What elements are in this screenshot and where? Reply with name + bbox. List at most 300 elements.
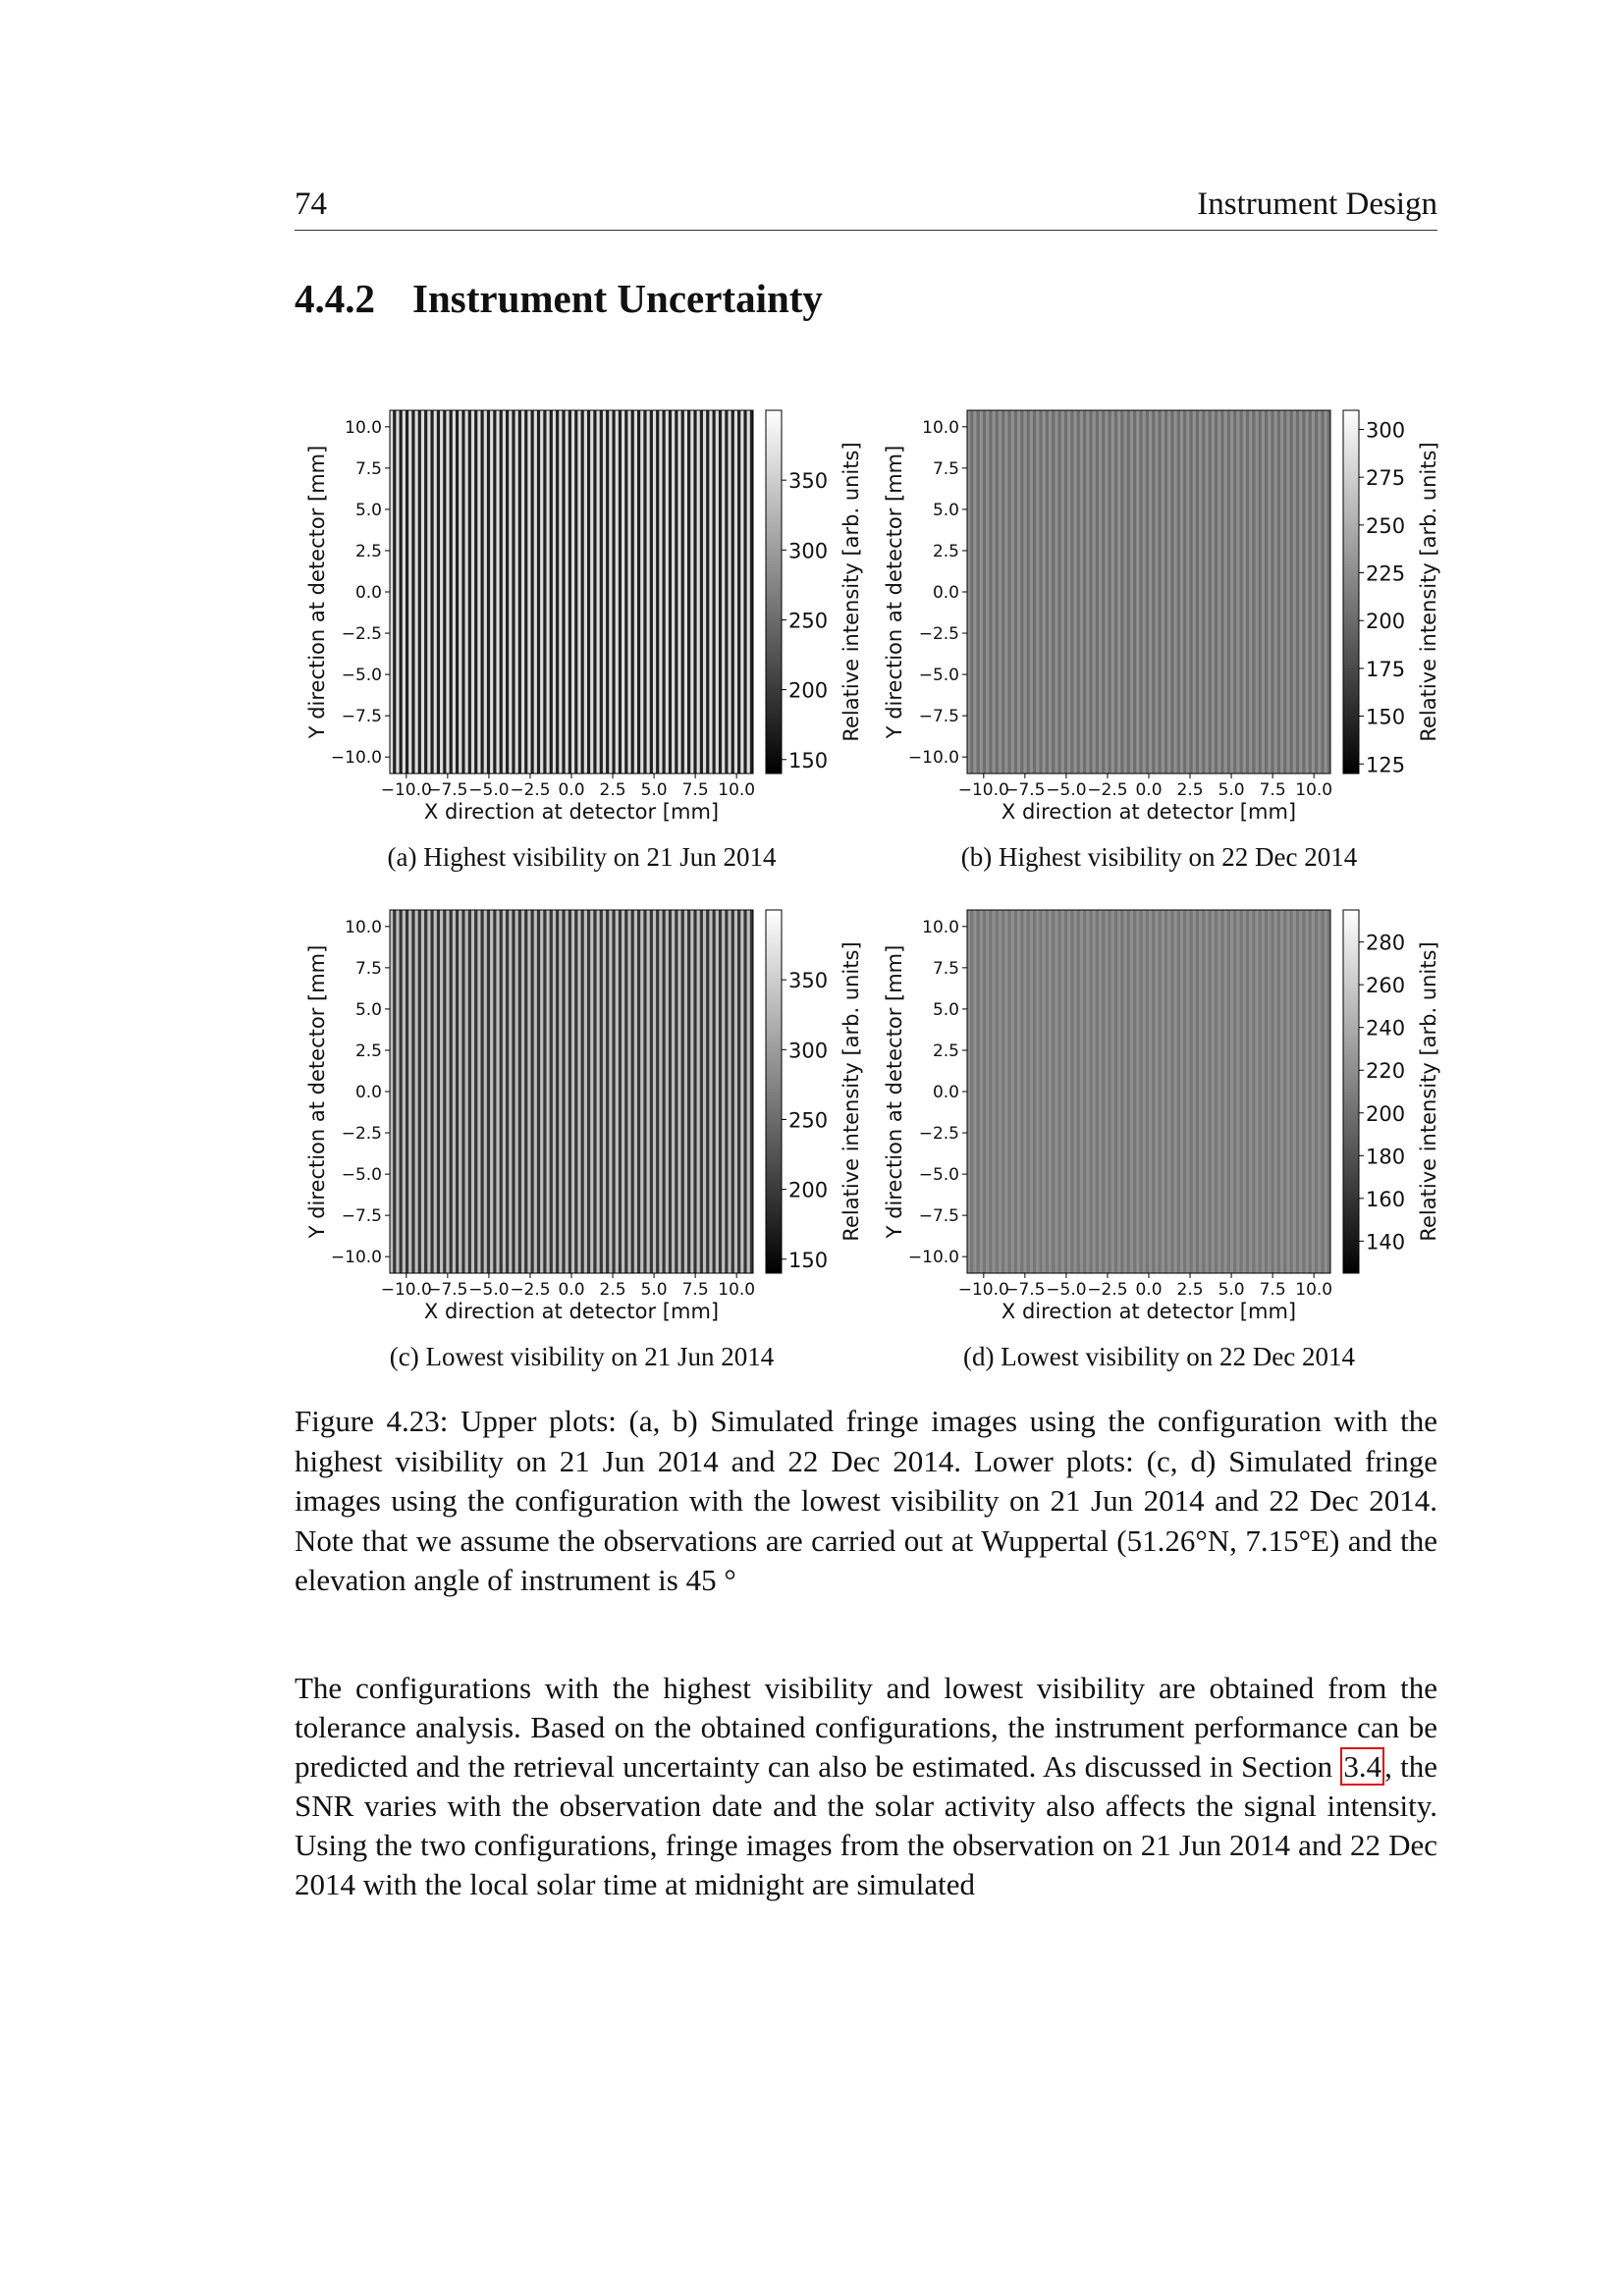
fringe-stripe [1114, 410, 1117, 774]
fringe-stripe [597, 410, 600, 774]
x-tick-label: 0.0 [1135, 1280, 1163, 1300]
fringe-stripe [967, 910, 970, 1273]
fringe-stripe [1196, 910, 1199, 1273]
fringe-stripe [500, 910, 503, 1273]
fringe-stripe [650, 910, 653, 1273]
fringe-stripe [577, 910, 580, 1273]
fringe-stripe [693, 410, 696, 774]
fringe-stripe [996, 410, 999, 774]
fringe-stripe [484, 410, 487, 774]
fringe-stripe [600, 910, 603, 1273]
fringe-stripe [1218, 910, 1220, 1273]
fringe-stripe [1023, 910, 1026, 1273]
fringe-stripe [1321, 910, 1324, 1273]
fringe-stripe [1230, 410, 1233, 774]
fringe-stripe [1020, 910, 1023, 1273]
fringe-stripe [684, 910, 687, 1273]
fringe-stripe [430, 410, 433, 774]
fringe-stripe [587, 910, 590, 1273]
fringe-stripe [1011, 410, 1014, 774]
fringe-stripe [706, 910, 709, 1273]
fringe-stripe [603, 410, 606, 774]
fringe-stripe [1274, 910, 1277, 1273]
fringe-stripe [568, 410, 571, 774]
fringe-stripe [1055, 910, 1057, 1273]
x-tick-label: 7.5 [681, 780, 709, 800]
fringe-stripe [1167, 410, 1170, 774]
fringe-stripe [1055, 410, 1057, 774]
fringe-stripe [593, 910, 596, 1273]
fringe-stripe [703, 910, 706, 1273]
y-tick-label: −5.0 [918, 666, 959, 686]
fringe-stripe [627, 410, 630, 774]
fringe-stripe [568, 910, 571, 1273]
fringe-stripe [1017, 910, 1020, 1273]
y-tick-label: −10.0 [330, 748, 382, 769]
fringe-stripe [1077, 410, 1080, 774]
fringe-stripe [468, 410, 471, 774]
fringe-stripe [481, 410, 484, 774]
fringe-stripe [518, 910, 521, 1273]
fringe-stripe [697, 410, 700, 774]
colorbar-tick-label: 175 [1366, 657, 1406, 681]
fringe-stripe [1070, 910, 1073, 1273]
colorbar-tick-label: 180 [1366, 1145, 1406, 1169]
fringe-stripe [1255, 410, 1258, 774]
fringe-stripe [550, 410, 553, 774]
fringe-stripe [1209, 410, 1212, 774]
fringe-stripe [1007, 410, 1010, 774]
fringe-stripe [1286, 410, 1289, 774]
fringe-stripe [1189, 910, 1192, 1273]
figure-panel-d [872, 910, 1446, 1401]
subcaption-label: (c) [389, 1342, 419, 1371]
fringe-stripe [1133, 910, 1136, 1273]
x-tick-label: 2.5 [1176, 1280, 1204, 1300]
fringe-stripe [1193, 910, 1196, 1273]
fringe-stripe [634, 910, 637, 1273]
fringe-stripe [521, 410, 524, 774]
fringe-stripe [647, 910, 650, 1273]
fringe-stripe [566, 410, 568, 774]
fringe-stripe [743, 910, 746, 1273]
fringe-stripe [616, 910, 619, 1273]
fringe-stripe [663, 410, 666, 774]
fringe-stripe [559, 410, 562, 774]
fringe-stripe [1039, 910, 1042, 1273]
fringe-stripe [1052, 910, 1055, 1273]
fringe-stripe [672, 410, 675, 774]
fringe-stripe [740, 910, 743, 1273]
fringe-stripe [490, 910, 493, 1273]
fringe-stripe [415, 910, 418, 1273]
colorbar [766, 910, 782, 1273]
fringe-stripe [1174, 910, 1177, 1273]
fringe-stripe [1265, 910, 1268, 1273]
y-tick-label: −2.5 [341, 1124, 382, 1145]
colorbar-tick-label: 260 [1366, 974, 1406, 998]
fringe-stripe [562, 410, 565, 774]
fringe-stripe [456, 910, 459, 1273]
fringe-stripe [681, 410, 684, 774]
fringe-stripe [509, 410, 512, 774]
fringe-stripe [1249, 410, 1252, 774]
fringe-stripe [546, 910, 549, 1273]
fringe-stripe [681, 910, 684, 1273]
fringe-stripe [521, 910, 524, 1273]
fringe-stripe [1152, 910, 1155, 1273]
fringe-stripe [574, 410, 577, 774]
fringe-stripe [713, 410, 716, 774]
fringe-stripe [524, 410, 527, 774]
fringe-stripe [1170, 910, 1173, 1273]
fringe-stripe [1218, 410, 1220, 774]
fringe-stripe [1036, 410, 1039, 774]
fringe-stripe [1093, 410, 1096, 774]
fringe-stripe [527, 410, 530, 774]
fringe-stripe [1127, 910, 1130, 1273]
fringe-stripe [443, 910, 446, 1273]
fringe-stripe [731, 410, 734, 774]
x-tick-label: 5.0 [640, 1280, 668, 1300]
fringe-stripe [430, 910, 433, 1273]
colorbar [1343, 410, 1359, 774]
y-tick-label: −7.5 [341, 1206, 382, 1227]
fringe-stripe [403, 410, 406, 774]
colorbar-tick-label: 150 [1366, 705, 1406, 729]
fringe-stripe [1105, 410, 1108, 774]
fringe-stripe [440, 910, 443, 1273]
x-tick-label: −5.0 [468, 780, 510, 800]
fringe-stripe [669, 910, 672, 1273]
fringe-stripe [1315, 910, 1318, 1273]
subcaption-title: Lowest visibility on 22 Dec 2014 [1001, 1342, 1355, 1371]
y-tick-label: 7.5 [932, 958, 959, 979]
subcaption-title: Highest visibility on 22 Dec 2014 [999, 842, 1358, 872]
fringe-stripe [1136, 910, 1139, 1273]
fringe-stripe [986, 910, 989, 1273]
subcaption-c [295, 1342, 869, 1372]
fringe-stripe [527, 910, 530, 1273]
y-tick-label: 5.0 [354, 500, 382, 520]
fringe-stripe [574, 910, 577, 1273]
fringe-stripe [709, 910, 712, 1273]
fringe-stripe [1149, 410, 1152, 774]
fringe-stripe [1325, 410, 1327, 774]
y-tick-label: 5.0 [932, 500, 959, 520]
fringe-stripe [687, 910, 690, 1273]
fringe-stripe [1283, 410, 1286, 774]
fringe-stripe [1117, 910, 1120, 1273]
fringe-stripe [1120, 410, 1123, 774]
fringe-stripe [640, 410, 643, 774]
fringe-stripe [728, 410, 731, 774]
fringe-stripe [1174, 410, 1177, 774]
fringe-stripe [1109, 410, 1111, 774]
fringe-stripe [1014, 910, 1017, 1273]
fringe-stripe [1233, 410, 1236, 774]
fringe-stripe [643, 410, 646, 774]
fringe-stripe [977, 910, 980, 1273]
fringe-stripe [1123, 910, 1126, 1273]
colorbar-label: Relative intensity [arb. units] [1417, 941, 1440, 1242]
fringe-stripe [973, 410, 976, 774]
fringe-stripe [503, 910, 506, 1273]
fringe-stripe [1271, 910, 1273, 1273]
fringe-stripe [747, 910, 750, 1273]
fringe-stripe [487, 410, 490, 774]
colorbar-label: Relative intensity [arb. units] [1417, 442, 1440, 742]
fringe-stripe [1199, 910, 1202, 1273]
fringe-stripe [1193, 410, 1196, 774]
x-tick-label: −7.5 [427, 780, 468, 800]
fringe-stripe [973, 910, 976, 1273]
fringe-stripe [581, 410, 584, 774]
fringe-stripe [450, 410, 453, 774]
fringe-stripe [487, 910, 490, 1273]
fringe-stripe [1259, 410, 1262, 774]
fringe-stripe [1007, 910, 1010, 1273]
fringe-stripe [609, 910, 612, 1273]
fringe-stripe [1073, 910, 1076, 1273]
fringe-stripe [1309, 410, 1312, 774]
fringe-stripe [1143, 910, 1146, 1273]
fringe-stripe [693, 910, 696, 1273]
fringe-stripe [1011, 910, 1014, 1273]
fringe-stripe [496, 910, 499, 1273]
fringe-stripe [1293, 410, 1296, 774]
fringe-stripe [1233, 910, 1236, 1273]
fringe-stripe [1280, 410, 1283, 774]
fringe-stripe [675, 910, 677, 1273]
fringe-stripe [1286, 910, 1289, 1273]
fringe-stripe [1249, 910, 1252, 1273]
fringe-stripe [656, 910, 659, 1273]
fringe-stripe [1017, 410, 1020, 774]
colorbar-tick-label: 125 [1366, 753, 1406, 777]
fringe-stripe [1318, 410, 1321, 774]
fringe-stripe [1149, 910, 1152, 1273]
fringe-stripe [737, 410, 740, 774]
x-tick-label: 2.5 [599, 1280, 626, 1300]
fringe-stripe [1058, 410, 1061, 774]
y-tick-label: −2.5 [341, 624, 382, 645]
fringe-stripe [1299, 410, 1302, 774]
fringe-stripe [1271, 410, 1273, 774]
fringe-stripe [1246, 410, 1249, 774]
fringe-stripe [706, 410, 709, 774]
fringe-stripe [1152, 410, 1155, 774]
fringe-stripe [1215, 410, 1218, 774]
fringe-stripe [1033, 410, 1036, 774]
fringe-stripe [396, 410, 399, 774]
fringe-stripe [1099, 910, 1102, 1273]
fringe-stripe [1049, 410, 1052, 774]
fringe-stripe [622, 410, 624, 774]
fringe-plot-b [872, 410, 1446, 832]
fringe-stripe [393, 910, 396, 1273]
fringe-stripe [1027, 410, 1030, 774]
x-tick-label: −2.5 [1087, 1280, 1128, 1300]
fringe-stripe [571, 910, 574, 1273]
fringe-stripe [1030, 410, 1033, 774]
fringe-stripe [737, 910, 740, 1273]
fringe-stripe [1262, 410, 1265, 774]
fringe-stripe [606, 410, 609, 774]
fringe-stripe [411, 410, 414, 774]
fringe-stripe [1246, 910, 1249, 1273]
fringe-stripe [493, 910, 496, 1273]
x-tick-label: −5.0 [1046, 780, 1087, 800]
x-axis-label: X direction at detector [mm] [1001, 1300, 1297, 1323]
fringe-stripe [1086, 910, 1089, 1273]
y-tick-label: 0.0 [354, 583, 382, 603]
colorbar-tick-label: 350 [788, 969, 829, 993]
fringe-stripe [559, 910, 562, 1273]
colorbar-tick-label: 140 [1366, 1230, 1406, 1255]
y-tick-label: 0.0 [354, 1083, 382, 1102]
fringe-stripe [1111, 910, 1114, 1273]
fringe-stripe [1001, 410, 1004, 774]
fringe-stripe [659, 410, 662, 774]
fringe-stripe [540, 910, 543, 1273]
fringe-stripe [669, 410, 672, 774]
colorbar-tick-label: 300 [788, 539, 829, 563]
fringe-stripe [684, 410, 687, 774]
fringe-stripe [1105, 910, 1108, 1273]
figure-caption: Figure 4.23: Upper plots: (a, b) Simulated fringe images using the configuration with the highest visibility on 21 Jun 2014 and 22 Dec 2014. Lower plots: (c, d) Simulated fringe images using the configuration with the lowest visibility on 21 Jun 2014 and 22 Dec 2014. Note that we assume the observations are carried out at Wuppertal (51.26°N, 7.15°E) and the elevation angle of instrument is 45 ° [295, 1404, 1437, 1597]
fringe-stripe [731, 910, 734, 1273]
fringe-stripe [1143, 410, 1146, 774]
fringe-stripe [477, 910, 480, 1273]
y-tick-label: −7.5 [341, 707, 382, 727]
fringe-stripe [474, 910, 477, 1273]
fringe-stripe [1120, 910, 1123, 1273]
fringe-stripe [640, 910, 643, 1273]
fringe-stripe [571, 410, 574, 774]
subcaption-title: Lowest visibility on 21 Jun 2014 [425, 1342, 775, 1371]
fringe-stripe [1061, 410, 1064, 774]
fringe-stripe [1315, 410, 1318, 774]
fringe-stripe [1170, 410, 1173, 774]
fringe-stripe [1186, 910, 1189, 1273]
x-tick-label: 7.5 [1259, 780, 1286, 800]
fringe-stripe [1212, 910, 1215, 1273]
fringe-stripe [1186, 410, 1189, 774]
x-axis-label: X direction at detector [mm] [423, 800, 720, 824]
fringe-stripe [553, 910, 556, 1273]
x-tick-label: −7.5 [427, 1280, 468, 1300]
fringe-stripe [477, 410, 480, 774]
fringe-stripe [1202, 410, 1205, 774]
fringe-stripe [503, 410, 506, 774]
fringe-stripe [700, 910, 703, 1273]
fringe-stripe [1133, 410, 1136, 774]
fringe-stripe [1127, 410, 1130, 774]
x-tick-label: −2.5 [1087, 780, 1128, 800]
section-number: 4.4.2 [295, 276, 375, 321]
fringe-stripe [1080, 410, 1083, 774]
fringe-stripe [1049, 910, 1052, 1273]
fringe-stripe [1080, 910, 1083, 1273]
fringe-stripe [1183, 410, 1186, 774]
fringe-stripe [506, 910, 509, 1273]
fringe-stripe [703, 410, 706, 774]
fringe-stripe [1220, 910, 1223, 1273]
fringe-stripe [437, 910, 440, 1273]
fringe-stripe [1236, 410, 1239, 774]
fringe-stripe [1123, 410, 1126, 774]
y-tick-label: 0.0 [932, 1083, 959, 1102]
fringe-stripe [524, 910, 527, 1273]
fringe-stripe [484, 910, 487, 1273]
fringe-stripe [716, 410, 719, 774]
y-tick-label: 2.5 [932, 1041, 959, 1061]
x-axis-label: X direction at detector [mm] [423, 1300, 720, 1323]
fringe-stripe [446, 410, 449, 774]
fringe-stripe [1189, 410, 1192, 774]
fringe-stripe [677, 910, 680, 1273]
fringe-stripe [1096, 410, 1099, 774]
fringe-stripe [1067, 410, 1070, 774]
x-tick-label: 7.5 [1259, 1280, 1286, 1300]
fringe-stripe [1083, 410, 1086, 774]
fringe-stripe [471, 410, 474, 774]
x-axis-label: X direction at detector [mm] [1001, 800, 1297, 824]
fringe-stripe [1252, 410, 1255, 774]
fringe-stripe [1064, 910, 1067, 1273]
fringe-stripe [1265, 410, 1268, 774]
fringe-stripe [653, 410, 656, 774]
colorbar-tick-label: 150 [788, 748, 829, 773]
fringe-stripe [1162, 910, 1164, 1273]
fringe-stripe [1139, 910, 1142, 1273]
fringe-stripe [631, 910, 634, 1273]
fringe-stripe [434, 910, 437, 1273]
figure-panel-a [295, 410, 869, 901]
fringe-stripe [967, 410, 970, 774]
fringe-stripe [531, 910, 534, 1273]
fringe-stripe [1167, 910, 1170, 1273]
fringe-stripe [424, 910, 427, 1273]
fringe-stripe [453, 910, 456, 1273]
subcaption-a [295, 842, 869, 873]
fringe-stripe [1162, 410, 1164, 774]
fringe-stripe [1205, 910, 1208, 1273]
fringe-stripe [977, 410, 980, 774]
fringe-stripe [509, 910, 512, 1273]
fringe-stripe [1290, 410, 1293, 774]
fringe-stripe [989, 410, 992, 774]
fringe-stripe [1155, 910, 1158, 1273]
y-tick-label: 7.5 [932, 458, 959, 479]
fringe-stripe [1321, 410, 1324, 774]
fringe-stripe [1259, 910, 1262, 1273]
fringe-stripe [1033, 910, 1036, 1273]
fringe-stripe [1004, 910, 1007, 1273]
fringe-stripe [1243, 410, 1246, 774]
x-tick-label: −7.5 [1004, 780, 1046, 800]
fringe-stripe [1268, 410, 1271, 774]
fringe-stripe [722, 410, 725, 774]
fringe-stripe [1130, 910, 1133, 1273]
fringe-stripe [612, 410, 615, 774]
section-reference-link[interactable]: 3.4 [1340, 1747, 1384, 1786]
fringe-stripe [647, 410, 650, 774]
fringe-stripe [1089, 410, 1092, 774]
fringe-stripe [622, 910, 624, 1273]
y-axis-label: Y direction at detector [mm] [305, 944, 329, 1239]
